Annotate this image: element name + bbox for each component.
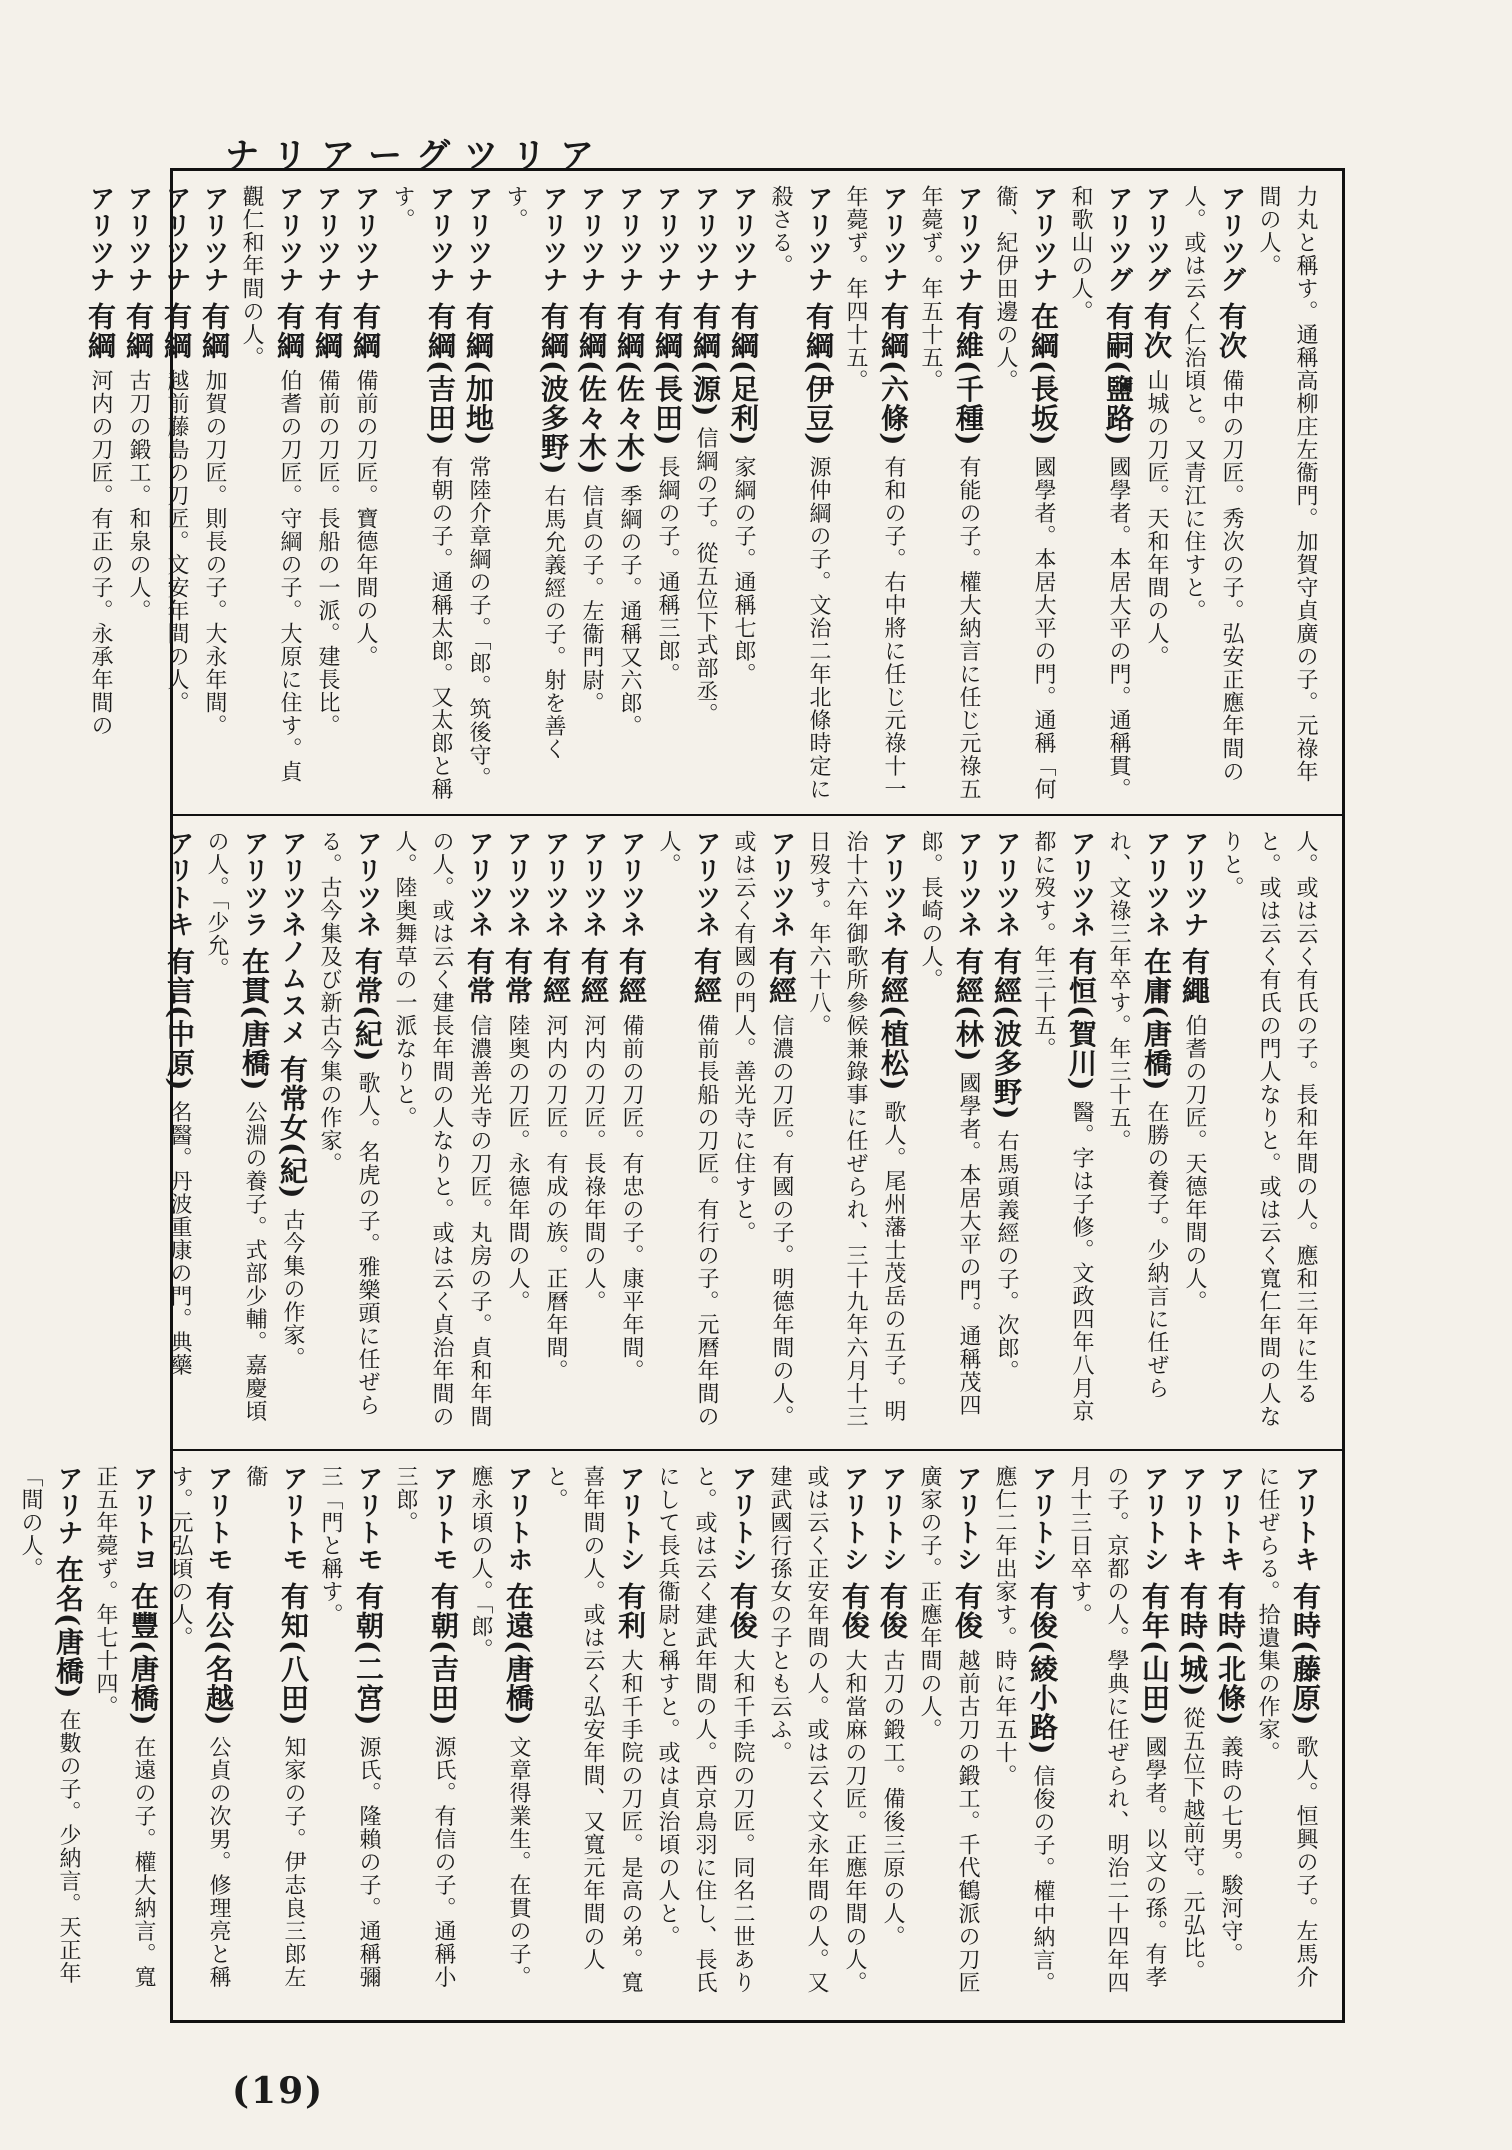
entry-headword: 有常女(紀): [276, 1054, 309, 1200]
entry-description: 河内の刀匠。有成の族。正曆年間。: [543, 1013, 568, 1382]
entry-kana: アリツナ: [312, 185, 342, 293]
entry-headword: 有俊: [951, 1581, 984, 1640]
entry-kana: アリツナ: [803, 185, 833, 293]
dictionary-entry: [157, 185, 195, 804]
entry-kana: アリトホ: [503, 1465, 533, 1573]
entry-headword: 有次: [1140, 301, 1173, 360]
entry-kana: アリツネ: [616, 830, 646, 938]
entry-description: 知家の子。伊志良三郎左衞: [243, 1465, 306, 1989]
entry-kana: アリツグ: [1216, 185, 1246, 293]
entry-description: 大和千手院の刀匠。同名二世ありと。或は云く建武年間の人。西京鳥羽に住し、長氏にして長兵衞尉と稱すと。或は貞治頃の人と。: [655, 1465, 755, 1994]
entry-headword: 在庸(唐橋): [1140, 946, 1173, 1092]
entry-description: 源氏。隆賴の子。通稱彌三「門と稱す。: [318, 1465, 381, 1989]
entry-kana: アリツナ: [199, 185, 229, 293]
entry-kana: アリトキ: [1215, 1465, 1245, 1573]
dictionary-entry: [873, 1465, 911, 2011]
entry-description: 有和の子。右中將に任じ元祿十一年薨ず。年四十五。: [843, 185, 906, 801]
entry-description: 源仲綱の子。文治二年北條時定に殺さる。: [768, 185, 831, 801]
dictionary-entry: [308, 185, 346, 804]
entry-headword: 有經: [539, 946, 572, 1005]
entry-headword: 在貫(唐橋): [238, 946, 271, 1092]
entry-kana: アリトシ: [1139, 1465, 1169, 1573]
entry-headword: 在名(唐橋): [52, 1554, 85, 1700]
entry-kana: アリツネ: [953, 830, 983, 938]
dictionary-entry: [649, 1465, 761, 2011]
dictionary-entry: [1175, 185, 1250, 804]
entry-kana: アリトシ: [1027, 1465, 1057, 1573]
entry-description: 名醫。丹波重康の門。典藥: [167, 1100, 192, 1377]
entry-description: 從五位下越前守。元弘比。: [1180, 1706, 1205, 1983]
entry-kana: アリツネ: [578, 830, 608, 938]
dictionary-entry: [648, 185, 686, 804]
entry-kana: アリツラ: [239, 830, 269, 938]
entry-description: 備前長船の刀匠。有行の子。元曆年間の人。: [656, 830, 719, 1428]
entry-headword: 有綱(伊豆): [802, 301, 835, 447]
entry-description: 備前の刀匠。有忠の子。康平年間。: [619, 1013, 644, 1382]
dictionary-entry: [536, 830, 574, 1439]
page-number: (19): [232, 2070, 325, 2112]
dictionary-entry: [1175, 830, 1213, 1439]
dictionary-entry: [497, 185, 572, 804]
dictionary-entry: [911, 1465, 986, 2011]
section-top: [84, 171, 1342, 816]
entry-description: 歌人。恒興の子。左馬介に任ぜらる。拾遺集の作家。: [1255, 1465, 1318, 1989]
entry-description: 備前の刀匠。長船の一派。建長比。: [315, 368, 340, 737]
dictionary-entry: [498, 830, 536, 1439]
entry-description: 力丸と稱す。通稱高柳庄左衞門。加賀守貞廣の子。元祿年間の人。: [1256, 185, 1318, 783]
entry-headword: 有綱(長田): [651, 301, 684, 447]
dictionary-entry: [195, 185, 233, 804]
entry-kana: アリツナ: [161, 185, 191, 293]
entry-kana: アリトキ: [1177, 1465, 1207, 1573]
entry-description: 常陸介章綱の子。「郎。筑後守。: [466, 455, 491, 790]
entry-headword: 有綱: [311, 301, 344, 360]
entry-kana: アリトシ: [615, 1465, 645, 1573]
entry-description: 越前藤島の刀匠。文安年間の人。: [164, 368, 189, 714]
dictionary-entry: [800, 830, 912, 1439]
entry-headword: 在綱(長坂): [1027, 301, 1060, 447]
entry-headword: 有俊(綾小路): [1026, 1581, 1059, 1756]
dictionary-entry: [12, 1465, 87, 2011]
entry-description: 國學者。本居大平の門。通稱貫。和歌山の人。: [1068, 185, 1131, 801]
entry-kana: アリツグ: [1103, 185, 1133, 293]
entry-description: 加賀の刀匠。則長の子。大永年間。: [202, 368, 227, 737]
entry-description: 信綱の子。從五位下式部丞。: [693, 426, 718, 726]
dictionary-entry: [160, 830, 198, 1439]
entry-headword: 有經(波多野): [990, 946, 1023, 1121]
entry-kana: アリトヨ: [128, 1465, 158, 1573]
entry-headword: 有恒(賀川): [1065, 946, 1098, 1092]
entry-kana: アリツナ: [350, 185, 380, 293]
entry-headword: 有綱: [160, 301, 193, 360]
entry-kana: アリツナ: [614, 185, 644, 293]
entry-description: 右馬頭義經の子。次郎。: [994, 1129, 1019, 1383]
entry-description: 河内の刀匠。有正の子。永承年間の: [88, 368, 113, 737]
entry-headword: 有時(藤原): [1289, 1581, 1322, 1727]
entry-kana: アリトモ: [353, 1465, 383, 1573]
dictionary-entry: [986, 1465, 1061, 2011]
entry-kana: アリトキ: [1290, 1465, 1320, 1573]
entry-kana: アリトシ: [727, 1465, 757, 1573]
entry-description: 歌人。名虎の子。雅樂頭に任ぜらる。古今集及び新古今集の作家。: [317, 830, 380, 1417]
entry-description: 河内の刀匠。長祿年間の人。: [581, 1013, 606, 1313]
entry-headword: 有綱(波多野): [537, 301, 570, 476]
entry-headword: 在遠(唐橋): [502, 1581, 535, 1727]
dictionary-entry: [761, 1465, 873, 2011]
entry-kana: アリツネ: [878, 830, 908, 938]
dictionary-entry: [987, 830, 1025, 1439]
dictionary-entry: [459, 185, 497, 804]
entry-description: 義時の七男。駿河守。: [1218, 1735, 1243, 1966]
entry-description: 家綱の子。通稱七郎。: [731, 455, 756, 686]
entry-headword: 在豐(唐橋): [127, 1581, 160, 1727]
dictionary-entry: [81, 185, 119, 804]
entry-kana: アリツナ: [1179, 830, 1209, 938]
page-frame: [18, 168, 1345, 2023]
entry-description: 右馬允義經の子。射を善くす。: [503, 185, 566, 761]
entry-kana: アリツネ: [352, 830, 382, 938]
entry-description: 國學者。以文の孫。有孝の子。京都の人。學典に任ぜられ、明治二十四年四月十三日卒す。: [1067, 1465, 1167, 1994]
entry-kana: アリツナ: [652, 185, 682, 293]
dictionary-entry: [1249, 1465, 1324, 2011]
dictionary-entry: [724, 185, 762, 804]
dictionary-entry: [762, 185, 837, 804]
entry-headword: 有繩: [1178, 946, 1211, 1005]
dictionary-entry: [537, 1465, 649, 2011]
running-header: ナリアーグツリア: [225, 136, 608, 176]
entry-headword: 有朝(吉田): [427, 1581, 460, 1727]
entry-headword: 有知(八田): [277, 1581, 310, 1727]
entry-headword: 有經: [690, 946, 723, 1005]
entry-kana: アリツネ: [1066, 830, 1096, 938]
dictionary-entry: [462, 1465, 537, 2011]
entry-kana: アリツナ: [538, 185, 568, 293]
entry-headword: 有公(名越): [202, 1581, 235, 1727]
entry-kana: アリトシ: [952, 1465, 982, 1573]
dictionary-entry: [384, 185, 459, 804]
entry-headword: 有綱: [122, 301, 155, 360]
entry-headword: 有經(植松): [877, 946, 910, 1092]
entry-headword: 有經: [577, 946, 610, 1005]
entry-description: 信濃善光寺の刀匠。丸房の子。貞和年間の人。或は云く建長年間の人なりと。或は云く貞治年間の人。陸奥舞草の一派なりと。: [392, 830, 492, 1428]
entry-headword: 有綱(佐々木): [613, 301, 646, 476]
dictionary-entry: [912, 830, 987, 1439]
dictionary-entry: [912, 185, 987, 804]
entry-description: 古刀の鍛工。備後三原の人。: [880, 1648, 905, 1948]
entry-headword: 有嗣(鹽路): [1102, 301, 1135, 447]
entry-kana: アリトキ: [164, 830, 194, 938]
entry-description: 公貞の次男。修理亮と稱す。元弘頃の人。: [168, 1465, 231, 1989]
entry-kana: アリツナ: [576, 185, 606, 293]
entry-kana: アリツナ: [274, 185, 304, 293]
entry-kana: アリツナ: [953, 185, 983, 293]
entry-description: 在勝の養子。少納言に任ぜられ、文祿三年卒す。年三十五。: [1106, 830, 1169, 1400]
entry-headword: 有利: [614, 1581, 647, 1640]
entry-headword: 有次: [1215, 301, 1248, 360]
section-columns: [84, 185, 1324, 804]
dictionary-entry: [650, 830, 725, 1439]
entry-description: 有能の子。權大納言に任じ元祿五年薨ず。年五十五。: [918, 185, 981, 801]
entry-headword: 有常: [463, 946, 496, 1005]
entry-description: 源氏。有信の子。通稱小三郎。: [393, 1465, 456, 1989]
entry-kana: アリトモ: [203, 1465, 233, 1573]
entry-description: 文章得業生。在貫の子。應永頃の人。「郎。: [468, 1465, 531, 1989]
entry-kana: アリツネ: [1141, 830, 1171, 938]
entry-headword: 有年(山田): [1138, 1581, 1171, 1727]
section-columns: [163, 830, 1324, 1439]
entry-headword: 有常: [501, 946, 534, 1005]
entry-headword: 有綱(源): [689, 301, 722, 418]
dictionary-entry: [572, 185, 610, 804]
entry-kana: アリトシ: [877, 1465, 907, 1573]
entry-description: 信俊の子。權中納言。應仁二年出家す。時に年五十。: [992, 1465, 1055, 1995]
dictionary-entry: [387, 1465, 462, 2011]
section-bottom: [18, 1451, 1342, 2021]
entry-description: 古刀の鍛工。和泉の人。: [126, 368, 151, 622]
entry-headword: 有綱: [349, 301, 382, 360]
entry-description: 山城の刀匠。天和年間の人。: [1144, 368, 1169, 668]
entry-description: 人。或は云く有氏の子。長和年間の人。應和三年に生ると。或は云く有氏の門人なりと。或は云く寬仁年間の人なりと。: [1219, 830, 1318, 1428]
section-columns: [18, 1465, 1324, 2011]
entry-description: 國學者。本居大平の門。通稱茂四郎。長崎の人。: [918, 830, 981, 1417]
dictionary-entry: [1025, 830, 1100, 1439]
entry-headword: 有時(城): [1176, 1581, 1209, 1698]
entry-headword: 有常(紀): [351, 946, 384, 1063]
dictionary-entry: [725, 830, 800, 1439]
entry-kana: アリツネ: [691, 830, 721, 938]
section-middle: [163, 816, 1342, 1451]
entry-kana: アリツナ: [85, 185, 115, 293]
dictionary-entry: [273, 830, 311, 1439]
entry-headword: 有綱: [198, 301, 231, 360]
entry-description: 越前古刀の鍛工。千代鶴派の刀匠廣家の子。正應年間の人。: [917, 1465, 980, 1994]
entry-headword: 有經(林): [952, 946, 985, 1063]
dictionary-entry: [1211, 1465, 1249, 2011]
dictionary-entry: [1173, 1465, 1211, 2011]
entry-kana: アリツナ: [425, 185, 455, 293]
dictionary-entry: [198, 830, 273, 1439]
entry-kana: アリツネ: [502, 830, 532, 938]
entry-description: 國學者。本居大平の門。通稱「何衞、紀伊田邊の人。: [993, 185, 1056, 801]
entry-description: 伯耆の刀匠。守綱の子。大原に住す。貞觀仁和年間の人。: [239, 185, 302, 783]
entry-kana: アリツネノムスメ: [277, 830, 307, 1046]
dictionary-entry: [574, 830, 612, 1439]
entry-description: 古今集の作家。: [280, 1208, 305, 1370]
entry-headword: 有綱(足利): [727, 301, 760, 447]
entry-kana: アリトシ: [839, 1465, 869, 1573]
dictionary-entry: [1100, 830, 1175, 1439]
entry-kana: アリツネ: [766, 830, 796, 938]
entry-description: 陸奥の刀匠。永德年間の人。: [505, 1013, 530, 1313]
entry-headword: 有綱(吉田): [424, 301, 457, 447]
dictionary-entry: [87, 1465, 162, 2011]
entry-description: 備中の刀匠。秀次の子。弘安正應年間の人。或は云く仁治頃と。又青江に住すと。: [1181, 185, 1244, 783]
entry-description: 公淵の養子。式部少輔。嘉慶頃の人。「少允。: [204, 830, 267, 1423]
dictionary-entry: [346, 185, 384, 804]
entry-kana: アリツナ: [878, 185, 908, 293]
dictionary-entry: [1061, 1465, 1173, 2011]
dictionary-entry: [612, 830, 650, 1439]
entry-kana: アリツネ: [464, 830, 494, 938]
entry-description: 大和千手院の刀匠。是高の弟。寬喜年間の人。或は云く弘安年間、又寬元年間の人と。: [543, 1465, 643, 1994]
entry-kana: アリナ: [53, 1465, 83, 1546]
entry-headword: 有綱(加地): [462, 301, 495, 447]
dictionary-entry: [311, 830, 386, 1439]
entry-description: 醫。字は子修。文政四年八月京都に歿す。年三十五。: [1031, 830, 1094, 1423]
entry-headword: 有綱: [273, 301, 306, 360]
entry-headword: 有經: [765, 946, 798, 1005]
entry-headword: 有朝(二宮): [352, 1581, 385, 1727]
entry-headword: 有綱(佐々木): [575, 301, 608, 476]
entry-description: 大和當麻の刀匠。正應年間の人。或は云く正安年間の人。或は云く文永年間の人。又建武國行孫女の子とも云ふ。: [767, 1465, 867, 1994]
dictionary-entry: [233, 185, 308, 804]
entry-description: 備前の刀匠。寶德年間の人。: [353, 368, 378, 668]
dictionary-entry: [162, 1465, 237, 2011]
dictionary-entry: [119, 185, 157, 804]
entry-headword: 有俊: [726, 1581, 759, 1640]
entry-headword: 有時(北條): [1214, 1581, 1247, 1727]
entry-description: 季綱の子。通稱又六郎。: [617, 484, 642, 738]
entry-kana: アリツグ: [1141, 185, 1171, 293]
entry-headword: 有經: [615, 946, 648, 1005]
dictionary-entry: [1213, 830, 1324, 1439]
entry-description: 有朝の子。通稱太郎。又太郎と稱す。: [390, 185, 453, 801]
entry-description: 在數の子。少納言。天正年「間の人。: [18, 1465, 81, 1985]
entry-description: 信濃の刀匠。有國の子。明德年間の人。或は云く有國の門人。善光寺に住すと。: [731, 830, 794, 1428]
entry-kana: アリトモ: [278, 1465, 308, 1573]
entry-kana: アリツネ: [991, 830, 1021, 938]
dictionary-entry: [312, 1465, 387, 2011]
entry-description: 信貞の子。左衞門尉。: [579, 484, 604, 715]
dictionary-entry: [237, 1465, 312, 2011]
entry-description: 伯耆の刀匠。天德年間の人。: [1182, 1013, 1207, 1313]
entry-kana: アリツナ: [690, 185, 720, 293]
entry-headword: 有俊: [876, 1581, 909, 1640]
entry-headword: 有言(中原): [163, 946, 196, 1092]
entry-description: 長綱の子。通稱三郎。: [655, 455, 680, 686]
dictionary-entry: [386, 830, 498, 1439]
entry-kana: アリツナ: [123, 185, 153, 293]
entry-headword: 有綱(六條): [877, 301, 910, 447]
entry-kana: アリツナ: [1028, 185, 1058, 293]
dictionary-entry: [987, 185, 1062, 804]
entry-kana: アリトモ: [428, 1465, 458, 1573]
entry-kana: アリツネ: [540, 830, 570, 938]
dictionary-entry: [1137, 185, 1175, 804]
dictionary-entry: [1250, 185, 1324, 804]
dictionary-entry: [686, 185, 724, 804]
dictionary-entry: [837, 185, 912, 804]
entry-kana: アリツナ: [728, 185, 758, 293]
entry-kana: アリツナ: [463, 185, 493, 293]
entry-headword: 有俊: [838, 1581, 871, 1640]
entry-headword: 有維(千種): [952, 301, 985, 447]
entry-description: 在遠の子。權大納言。寬正五年薨ず。年七十四。: [93, 1465, 156, 1989]
entry-headword: 有綱: [84, 301, 117, 360]
dictionary-entry: [610, 185, 648, 804]
entry-description: 歌人。尾州藩士茂岳の五子。明治十六年御歌所參候兼錄事に任ぜられ、三十九年六月十三日歿す。年六十八。: [806, 830, 906, 1428]
dictionary-entry: [1062, 185, 1137, 804]
